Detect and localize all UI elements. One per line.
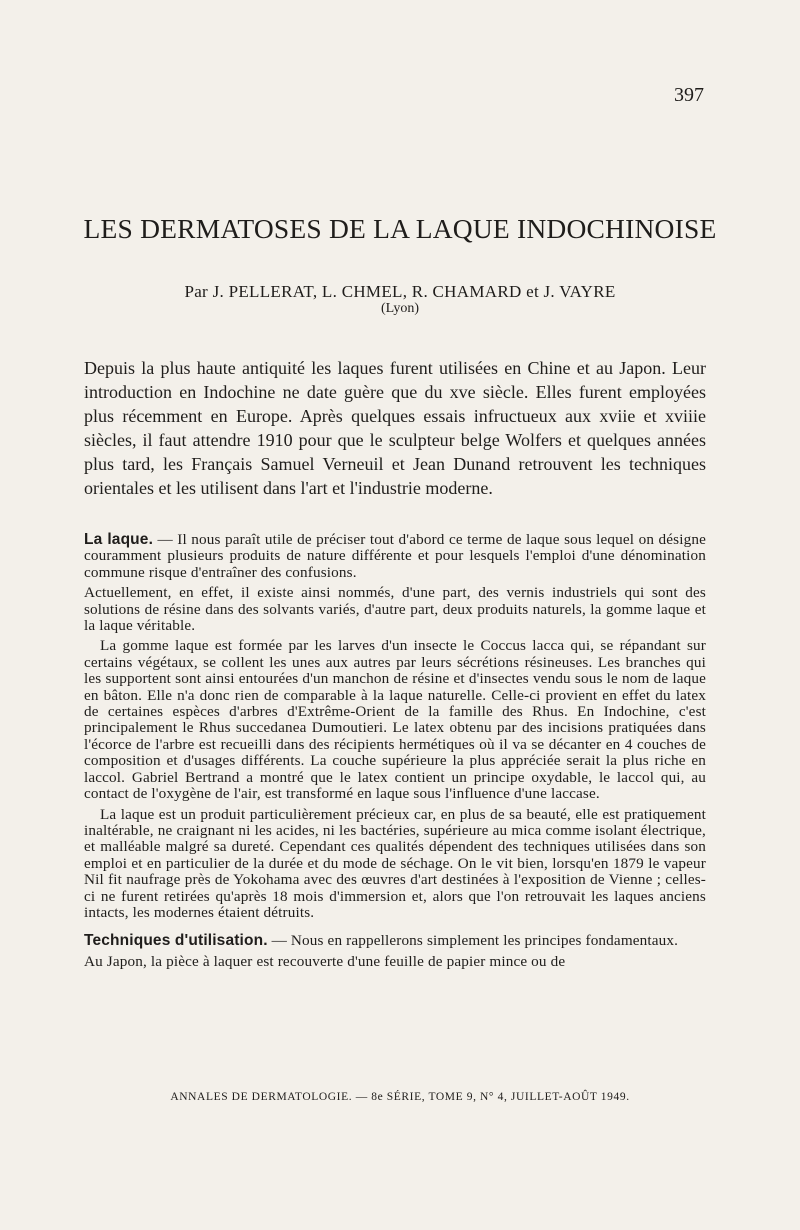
author-line: Par J. PELLERAT, L. CHMEL, R. CHAMARD et J. VAYRE	[184, 282, 616, 301]
section-techniques-paragraph-1	[84, 933, 706, 949]
section-laque-paragraph-4: La laque est un produit particulièrement précieux car, en plus de sa beauté, elle est pratiquement inaltérable, ne craignant ni les acides, ni les bactéries, supérieure au mica comme isolant électrique, et malléable malgré sa dureté. Cependant ces qualités dépendent des techniques utilisées dans son emploi et en particulier de la durée et du mode de séchage. On le vit bien, lorsqu'en 1879 le vapeur Nil fit naufrage près de Yokohama avec des œuvres d'art destinées à l'exposition de Vienne ; celles-ci ne furent retirées qu'après 18 mois d'immersion et, alors que l'on retrouvait les laques anciens intacts, les modernes étaient détruits.	[84, 805, 706, 921]
page-number: 397	[674, 84, 704, 106]
section-heading-techniques: Techniques d'utilisation.	[84, 932, 268, 950]
article-body	[84, 532, 706, 974]
journal-footer: ANNALES DE DERMATOLOGIE. — 8e SÉRIE, TOME 9, N° 4, JUILLET-AOÛT 1949.	[170, 1091, 630, 1103]
section-techniques-paragraph-2: Au Japon, la pièce à laquer est recouverte d'une feuille de papier mince ou de	[84, 952, 566, 970]
introduction	[84, 356, 706, 500]
section-laque-paragraph-2: Actuellement, en effet, il existe ainsi nommés, d'une part, des vernis industriels qui sont des solutions de résine dans des solvants variés, d'autre part, deux produits naturels, la gomme laque et la laque véritable.	[84, 584, 706, 635]
section-laque-text-1: — Il nous paraît utile de préciser tout d'abord ce terme de laque sous lequel on désigne couramment plusieurs produits de nature différente et pour lesquels l'emploi d'une dénomination commune risque d'entraîner des confusions.	[84, 531, 706, 581]
affiliation: (Lyon)	[380, 301, 420, 316]
article-title: LES DERMATOSES DE LA LAQUE INDOCHINOISE	[83, 213, 717, 244]
section-laque-paragraph-1	[84, 532, 706, 581]
section-heading-laque: La laque.	[84, 531, 154, 548]
section-techniques-text-1: — Nous en rappellerons simplement les principes fondamentaux.	[267, 932, 679, 950]
intro-paragraph: Depuis la plus haute antiquité les laques furent utilisées en Chine et au Japon. Leur introduction en Indochine ne date guère que du xve siècle. Elles furent employées plus récemment en Europe. Après quelques essais infructueux aux xviie et xviiie siècles, il faut attendre 1910 pour que le sculpteur belge Wolfers et quelques années plus tard, les Français Samuel Verneuil et Jean Dunand retrouvent les techniques orientales et les utilisent dans l'art et l'industrie moderne.	[84, 358, 706, 498]
section-laque-paragraph-3: La gomme laque est formée par les larves d'un insecte le Coccus lacca qui, se répandant sur certains végétaux, se collent les unes aux autres par leurs sécrétions résineuses. Les branches qui les supportent sont ainsi entourées d'un manchon de résine et d'insectes vendu sous le nom de laque en bâton. Elle n'a donc rien de comparable à la laque naturelle. Celle-ci provient en effet du latex de certaines espèces d'arbres d'Extrême-Orient de la famille des Rhus. En Indochine, c'est principalement le Rhus succedanea Dumoutieri. Le latex obtenu par des incisions pratiquées dans l'écorce de l'arbre est recueilli dans des récipients hermétiques où il va se décanter en 4 couches de composition et d'usages différents. La couche supérieure la plus appréciée serait la plus riche en laccol. Gabriel Bertrand a montré que le latex contient un principe oxydable, le laccol qui, au contact de l'oxygène de l'air, est transformé en laque sous l'influence d'une laccase.	[84, 637, 706, 803]
